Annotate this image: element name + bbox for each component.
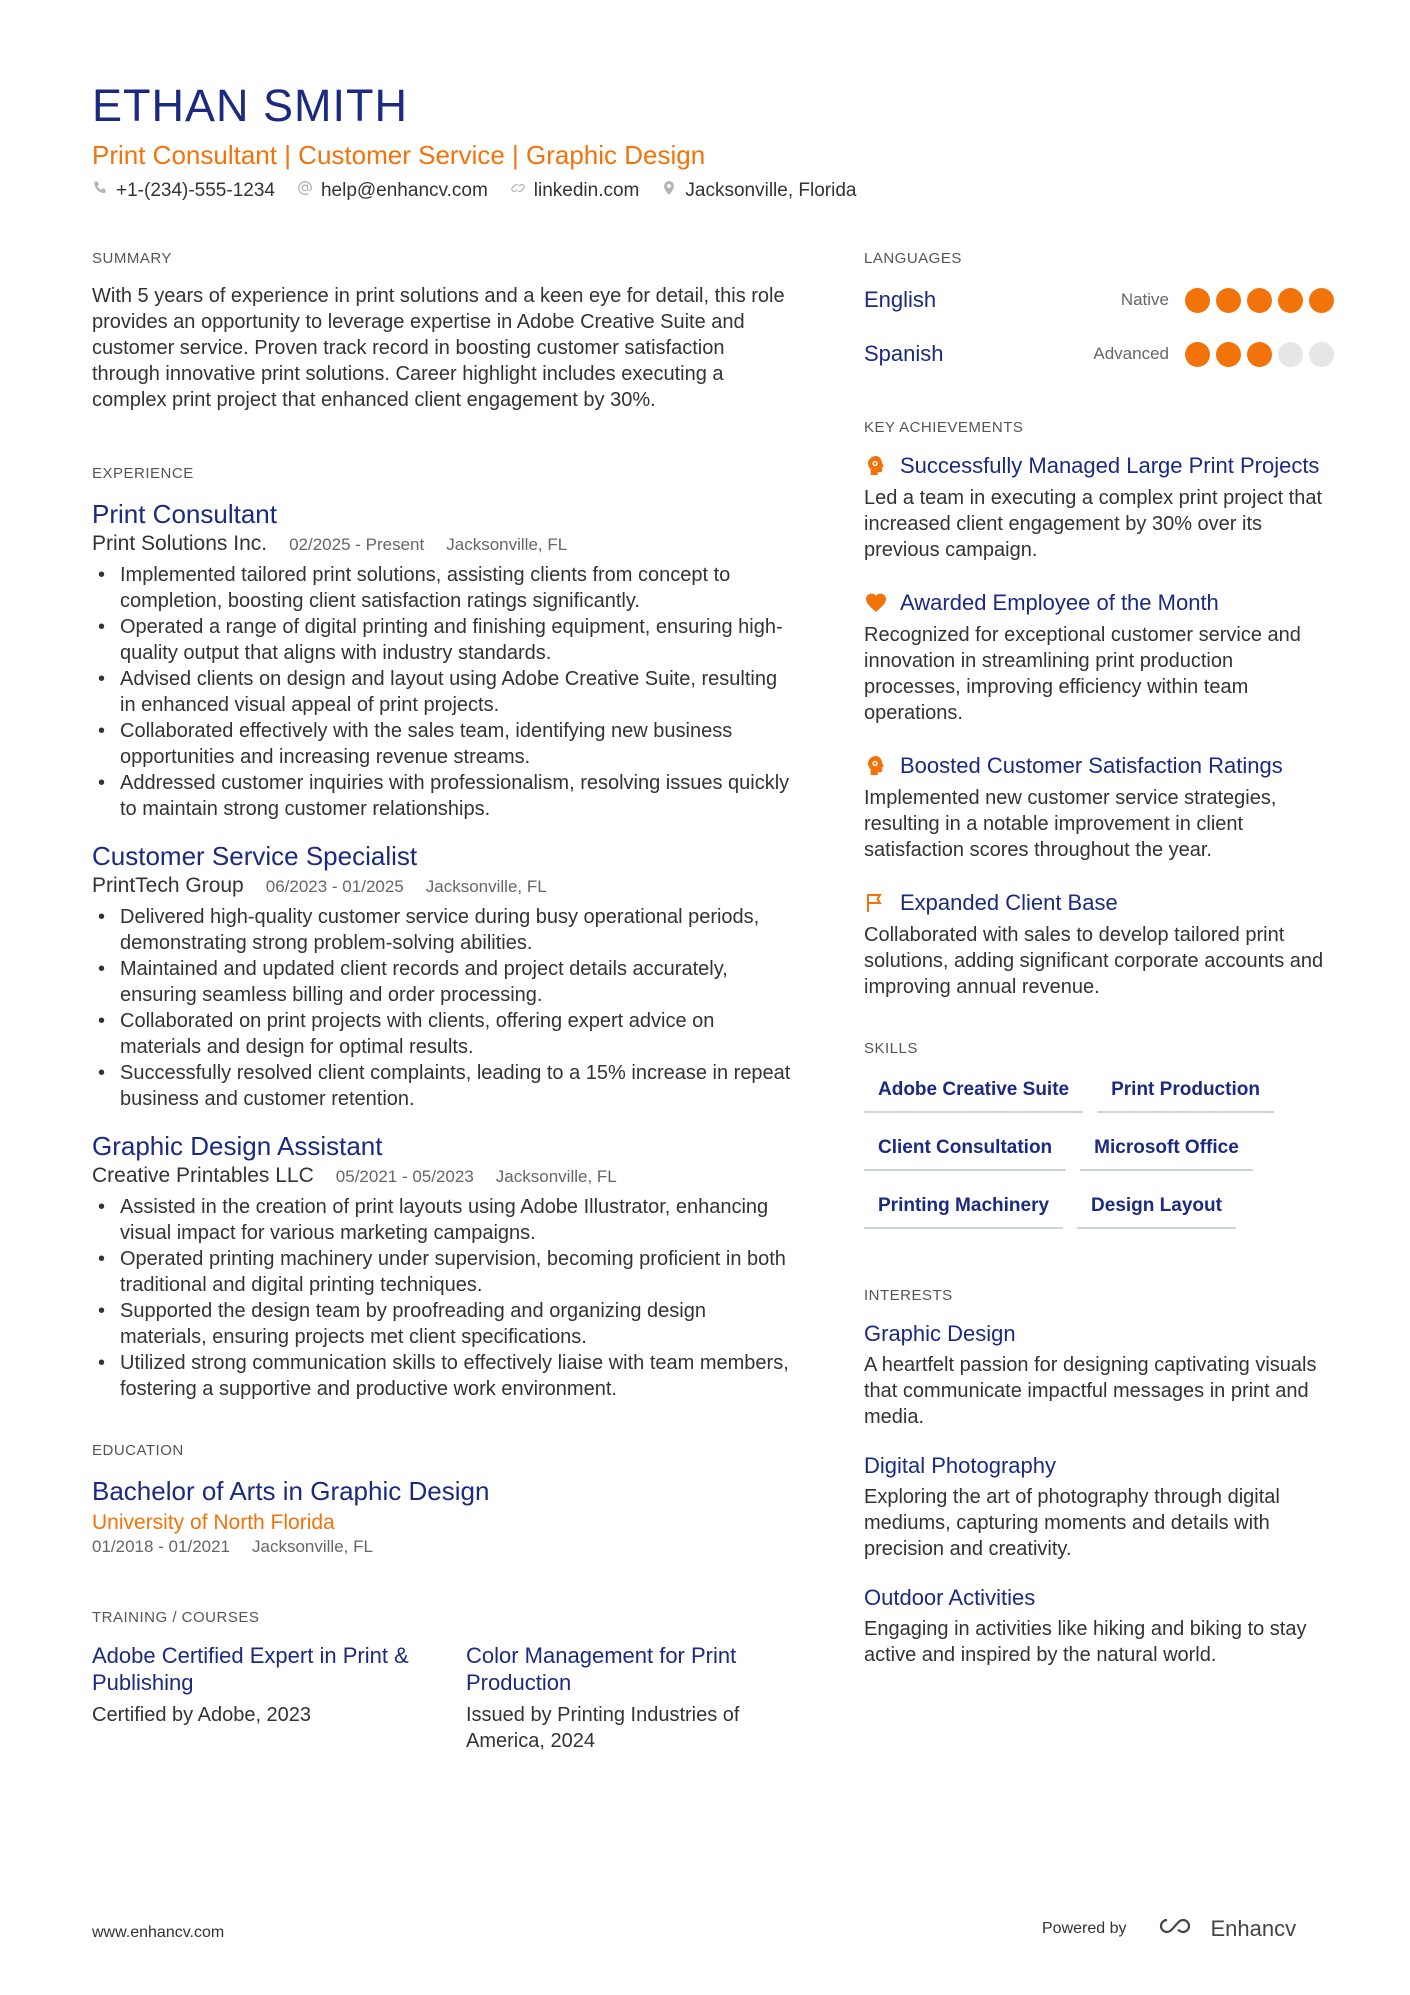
right-column bbox=[864, 250, 1334, 1690]
job-company: Print Solutions Inc. bbox=[92, 532, 268, 555]
contact-email bbox=[297, 180, 488, 202]
training-section bbox=[92, 1609, 792, 1754]
skill-tag: Client Consultation bbox=[864, 1131, 1066, 1171]
achievement-header bbox=[864, 752, 1334, 779]
job-dates: 05/2021 - 05/2023 bbox=[335, 1167, 474, 1186]
achievement-title: Expanded Client Base bbox=[900, 890, 1118, 915]
rating-dot bbox=[1247, 342, 1272, 367]
experience-heading: EXPERIENCE bbox=[92, 465, 194, 482]
achievement-desc: Recognized for exceptional customer service and innovation in streamlining print production processes, improving efficiency within team operations. bbox=[864, 624, 1301, 724]
achievement-header bbox=[864, 889, 1334, 916]
skills-section bbox=[864, 1040, 1334, 1229]
training-grid bbox=[92, 1642, 792, 1754]
training-title: Color Management for Print Production bbox=[466, 1643, 737, 1695]
brand-logo[interactable] bbox=[1153, 1914, 1297, 1944]
language-name: Spanish bbox=[864, 341, 944, 366]
email-text[interactable]: help@enhancv.com bbox=[320, 180, 488, 201]
interest-title: Graphic Design bbox=[864, 1321, 1016, 1346]
achievement-item bbox=[864, 752, 1334, 863]
training-item bbox=[466, 1642, 786, 1754]
job-company: PrintTech Group bbox=[92, 874, 244, 897]
summary-heading: SUMMARY bbox=[92, 250, 172, 267]
footer-branding bbox=[1042, 1914, 1296, 1944]
language-row bbox=[864, 327, 1334, 381]
rating-dot bbox=[1185, 288, 1210, 313]
summary-section bbox=[92, 250, 792, 413]
interests-heading: INTERESTS bbox=[864, 1287, 953, 1304]
training-heading: TRAINING / COURSES bbox=[92, 1609, 260, 1626]
bullet-item: • Delivered high-quality customer service during busy operational periods, demonstrating strong problem-solving abilities. bbox=[92, 904, 792, 956]
brand-name: Enhancv bbox=[1210, 1916, 1297, 1941]
education-heading: EDUCATION bbox=[92, 1442, 184, 1459]
training-issuer: Certified by Adobe, 2023 bbox=[92, 1704, 312, 1726]
bullet-item: • Implemented tailored print solutions, assisting clients from concept to completion, boosting client satisfaction ratings significantly. bbox=[92, 562, 792, 614]
achievement-item bbox=[864, 589, 1334, 726]
rating-dot bbox=[1216, 288, 1241, 313]
rating-dot bbox=[1278, 288, 1303, 313]
achievement-title: Successfully Managed Large Print Projects bbox=[900, 453, 1320, 478]
skills-list bbox=[864, 1073, 1334, 1229]
phone-text[interactable]: +1-(234)-555-1234 bbox=[116, 180, 275, 201]
language-rating bbox=[1185, 288, 1334, 313]
bullet-item: • Advised clients on design and layout using Adobe Creative Suite, resulting in enhanced visual appeal of print projects. bbox=[92, 666, 792, 718]
bullet-item: • Maintained and updated client records and project details accurately, ensuring seamless billing and order processing. bbox=[92, 956, 792, 1008]
powered-by-label: Powered by bbox=[1042, 1920, 1127, 1937]
interest-desc: Exploring the art of photography through digital mediums, capturing moments and details with precision and creativity. bbox=[864, 1486, 1280, 1560]
job-bullets bbox=[92, 1194, 792, 1402]
rating-dot bbox=[1216, 342, 1241, 367]
bullet-item: • Collaborated on print projects with clients, offering expert advice on materials and design for optimal results. bbox=[92, 1008, 792, 1060]
skill-tag: Microsoft Office bbox=[1080, 1131, 1253, 1171]
job-meta bbox=[92, 1164, 792, 1188]
job-meta bbox=[92, 532, 792, 556]
location-text: Jacksonville, Florida bbox=[685, 180, 857, 201]
language-level: Native bbox=[1120, 290, 1169, 309]
summary-text: With 5 years of experience in print solutions and a keen eye for detail, this role provides an opportunity to leverage expertise in Adobe Creative Suite and customer service. Proven track record in boosting customer satisfaction through innovative print solutions. Career highlight includes executing a complex print project that enhanced client engagement by 30%. bbox=[92, 285, 785, 411]
job-location: Jacksonville, FL bbox=[495, 1167, 617, 1186]
link-icon bbox=[510, 180, 526, 202]
headline: Print Consultant | Customer Service | Graphic Design bbox=[92, 140, 706, 170]
bullet-item: • Successfully resolved client complaints, leading to a 15% increase in repeat business and customer retention. bbox=[92, 1060, 792, 1112]
enhancv-logo-icon bbox=[1153, 1914, 1201, 1944]
training-title: Adobe Certified Expert in Print & Publishing bbox=[92, 1643, 409, 1695]
bullet-item: • Addressed customer inquiries with professionalism, resolving issues quickly to maintain strong customer relationships. bbox=[92, 770, 792, 822]
rating-dot bbox=[1185, 342, 1210, 367]
rating-dot bbox=[1247, 288, 1272, 313]
interest-item bbox=[864, 1584, 1334, 1668]
training-item bbox=[92, 1642, 412, 1754]
achievements-heading: KEY ACHIEVEMENTS bbox=[864, 419, 1024, 436]
job-dates: 02/2025 - Present bbox=[289, 535, 425, 554]
achievement-item bbox=[864, 889, 1334, 1000]
achievement-desc: Collaborated with sales to develop tailored print solutions, adding significant corporate accounts and improving annual revenue. bbox=[864, 924, 1324, 998]
education-section bbox=[92, 1442, 792, 1557]
skill-tag: Design Layout bbox=[1077, 1189, 1236, 1229]
job-entry bbox=[92, 840, 792, 1112]
bullet-item: • Assisted in the creation of print layouts using Adobe Illustrator, enhancing visual impact for various marketing campaigns. bbox=[92, 1194, 792, 1246]
education-degree: Bachelor of Arts in Graphic Design bbox=[92, 1476, 490, 1506]
achievement-title: Boosted Customer Satisfaction Ratings bbox=[900, 753, 1283, 778]
job-entry bbox=[92, 1130, 792, 1402]
job-location: Jacksonville, FL bbox=[425, 877, 547, 896]
interest-item bbox=[864, 1452, 1334, 1562]
education-dates: 01/2018 - 01/2021 bbox=[92, 1537, 231, 1556]
bullet-item: • Operated printing machinery under supervision, becoming proficient in both traditional and digital printing techniques. bbox=[92, 1246, 792, 1298]
bullet-item: • Supported the design team by proofreading and organizing design materials, ensuring projects met client specifications. bbox=[92, 1298, 792, 1350]
job-dates: 06/2023 - 01/2025 bbox=[265, 877, 404, 896]
training-issuer: Issued by Printing Industries of America, 2024 bbox=[466, 1704, 740, 1752]
achievement-desc: Implemented new customer service strategies, resulting in a notable improvement in client satisfaction scores throughout the year. bbox=[864, 787, 1277, 861]
job-title: Print Consultant bbox=[92, 499, 277, 529]
skills-heading: SKILLS bbox=[864, 1040, 918, 1057]
achievement-header bbox=[864, 589, 1334, 616]
at-icon bbox=[297, 180, 313, 202]
language-level: Advanced bbox=[1093, 344, 1169, 363]
skill-tag: Adobe Creative Suite bbox=[864, 1073, 1083, 1113]
bullet-item: • Operated a range of digital printing and finishing equipment, ensuring high-quality output that aligns with industry standards. bbox=[92, 614, 792, 666]
achievement-item bbox=[864, 452, 1334, 563]
achievements-section bbox=[864, 419, 1334, 1000]
job-location: Jacksonville, FL bbox=[446, 535, 568, 554]
achievement-title: Awarded Employee of the Month bbox=[900, 590, 1219, 615]
skill-tag: Print Production bbox=[1097, 1073, 1274, 1113]
skill-tag: Printing Machinery bbox=[864, 1189, 1063, 1229]
left-column bbox=[92, 250, 792, 1754]
job-title: Customer Service Specialist bbox=[92, 841, 418, 871]
language-row bbox=[864, 273, 1334, 327]
location-pin-icon bbox=[661, 180, 677, 202]
rating-dot bbox=[1278, 342, 1303, 367]
bullet-item: • Utilized strong communication skills to effectively liaise with team members, fostering a supportive and productive work environment. bbox=[92, 1350, 792, 1402]
job-company: Creative Printables LLC bbox=[92, 1164, 314, 1187]
achievement-desc: Led a team in executing a complex print project that increased client engagement by 30% over its previous campaign. bbox=[864, 487, 1323, 561]
heart-icon bbox=[864, 591, 888, 615]
interest-title: Digital Photography bbox=[864, 1453, 1057, 1478]
interest-desc: Engaging in activities like hiking and biking to stay active and inspired by the natural world. bbox=[864, 1618, 1307, 1666]
achievement-header bbox=[864, 452, 1334, 479]
job-bullets bbox=[92, 562, 792, 822]
languages-heading: LANGUAGES bbox=[864, 250, 962, 267]
flag-icon bbox=[864, 891, 888, 915]
contact-phone bbox=[92, 180, 275, 202]
interest-item bbox=[864, 1320, 1334, 1430]
head-gear-icon bbox=[864, 754, 888, 778]
linkedin-text[interactable]: linkedin.com bbox=[533, 180, 640, 201]
bullet-item: • Collaborated effectively with the sales team, identifying new business opportunities and increasing revenue streams. bbox=[92, 718, 792, 770]
job-entry bbox=[92, 498, 792, 822]
language-rating bbox=[1185, 342, 1334, 367]
job-bullets bbox=[92, 904, 792, 1112]
job-meta bbox=[92, 874, 792, 898]
languages-section bbox=[864, 250, 1334, 381]
interests-section bbox=[864, 1287, 1334, 1668]
footer-website[interactable]: www.enhancv.com bbox=[92, 1924, 225, 1941]
education-school: University of North Florida bbox=[92, 1511, 335, 1534]
education-meta bbox=[92, 1537, 792, 1557]
experience-section bbox=[92, 465, 792, 1402]
phone-icon bbox=[92, 180, 108, 202]
language-name: English bbox=[864, 287, 937, 312]
contact-location bbox=[661, 180, 856, 202]
rating-dot bbox=[1309, 342, 1334, 367]
interest-title: Outdoor Activities bbox=[864, 1585, 1036, 1610]
head-gear-icon bbox=[864, 454, 888, 478]
contact-bar bbox=[92, 180, 856, 202]
education-location: Jacksonville, FL bbox=[252, 1537, 373, 1556]
interest-desc: A heartfelt passion for designing captivating visuals that communicate impactful messages in print and media. bbox=[864, 1354, 1317, 1428]
contact-linkedin bbox=[510, 180, 640, 202]
job-title: Graphic Design Assistant bbox=[92, 1131, 383, 1161]
candidate-name: ETHAN SMITH bbox=[92, 80, 409, 131]
rating-dot bbox=[1309, 288, 1334, 313]
